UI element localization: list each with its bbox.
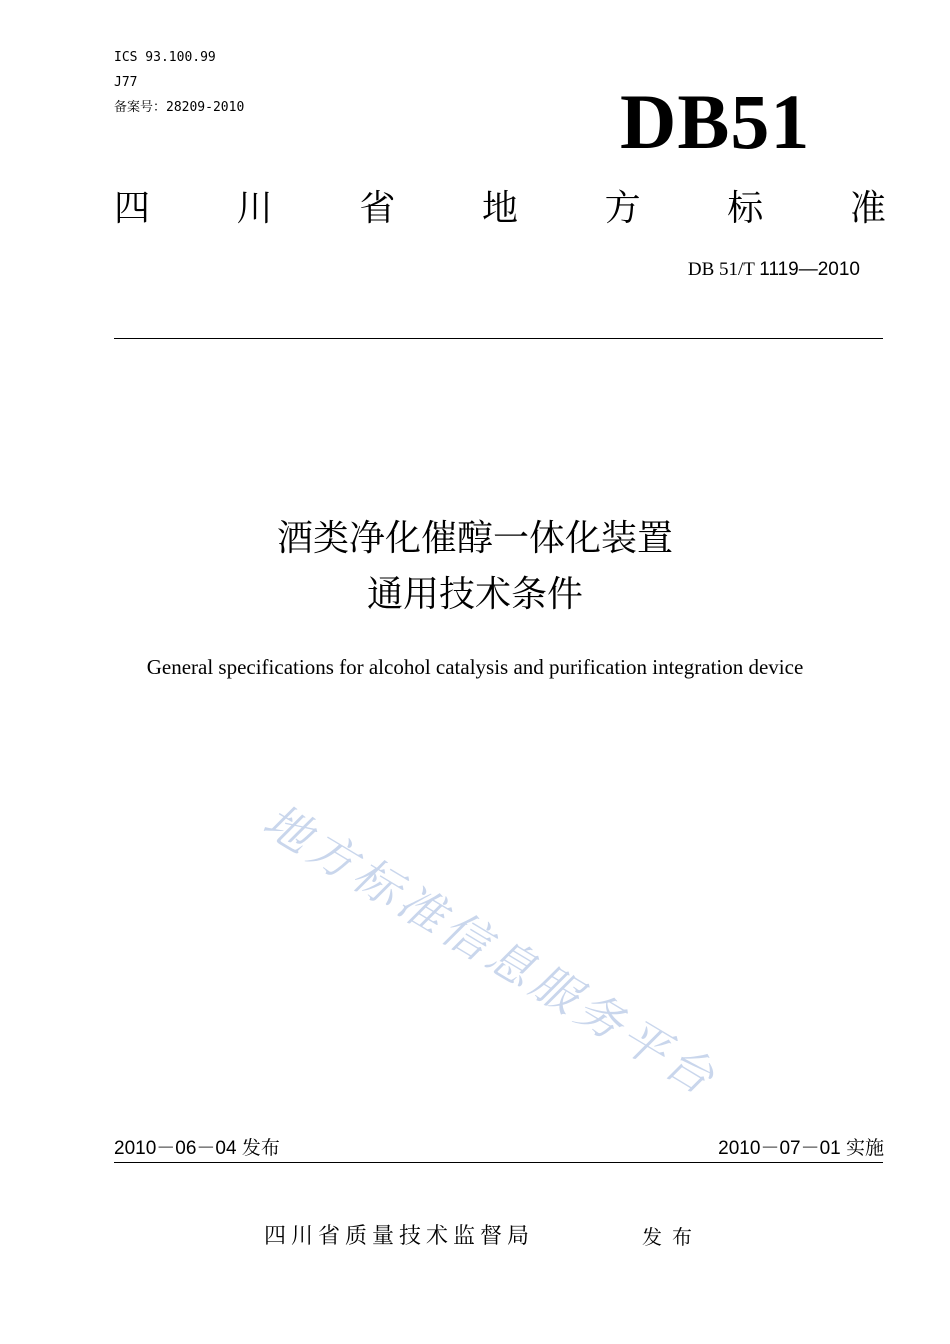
heading-char: 方 xyxy=(604,188,641,229)
header-divider xyxy=(114,338,883,339)
heading-char: 省 xyxy=(359,188,396,229)
issuing-authority: 四川省质量技术监督局 xyxy=(264,1224,535,1249)
watermark-text: 地方标准信息服务平台 xyxy=(254,793,728,1108)
standard-number xyxy=(688,258,860,282)
publish-date: 2010－06－04 发布 xyxy=(114,1138,280,1159)
heading-char: 地 xyxy=(481,188,518,229)
heading-char: 四 xyxy=(114,188,151,229)
standard-number-prefix: DB 51/T xyxy=(687,259,760,280)
ccs-code: J77 xyxy=(114,75,138,90)
watermark xyxy=(240,780,800,1120)
ics-code: ICS 93.100.99 xyxy=(114,50,216,65)
heading-char: 标 xyxy=(727,188,764,229)
heading-char: 川 xyxy=(236,188,273,229)
title-line-2: 通用技术条件 xyxy=(366,574,583,615)
record-number: 备案号：28209-2010 xyxy=(114,100,245,115)
english-title: General specifications for alcohol catalysis and purification integration device xyxy=(146,655,804,679)
title-line-1: 酒类净化催醇一体化装置 xyxy=(276,518,673,559)
db51-logo: DB51 xyxy=(620,78,811,165)
implement-date: 2010－07－01 实施 xyxy=(718,1138,884,1159)
standard-number-value: 1119—2010 xyxy=(759,259,860,280)
issue-label: 发布 xyxy=(642,1225,702,1249)
heading-char: 准 xyxy=(849,188,886,229)
standard-category-heading xyxy=(114,186,886,232)
footer-divider xyxy=(114,1162,883,1163)
